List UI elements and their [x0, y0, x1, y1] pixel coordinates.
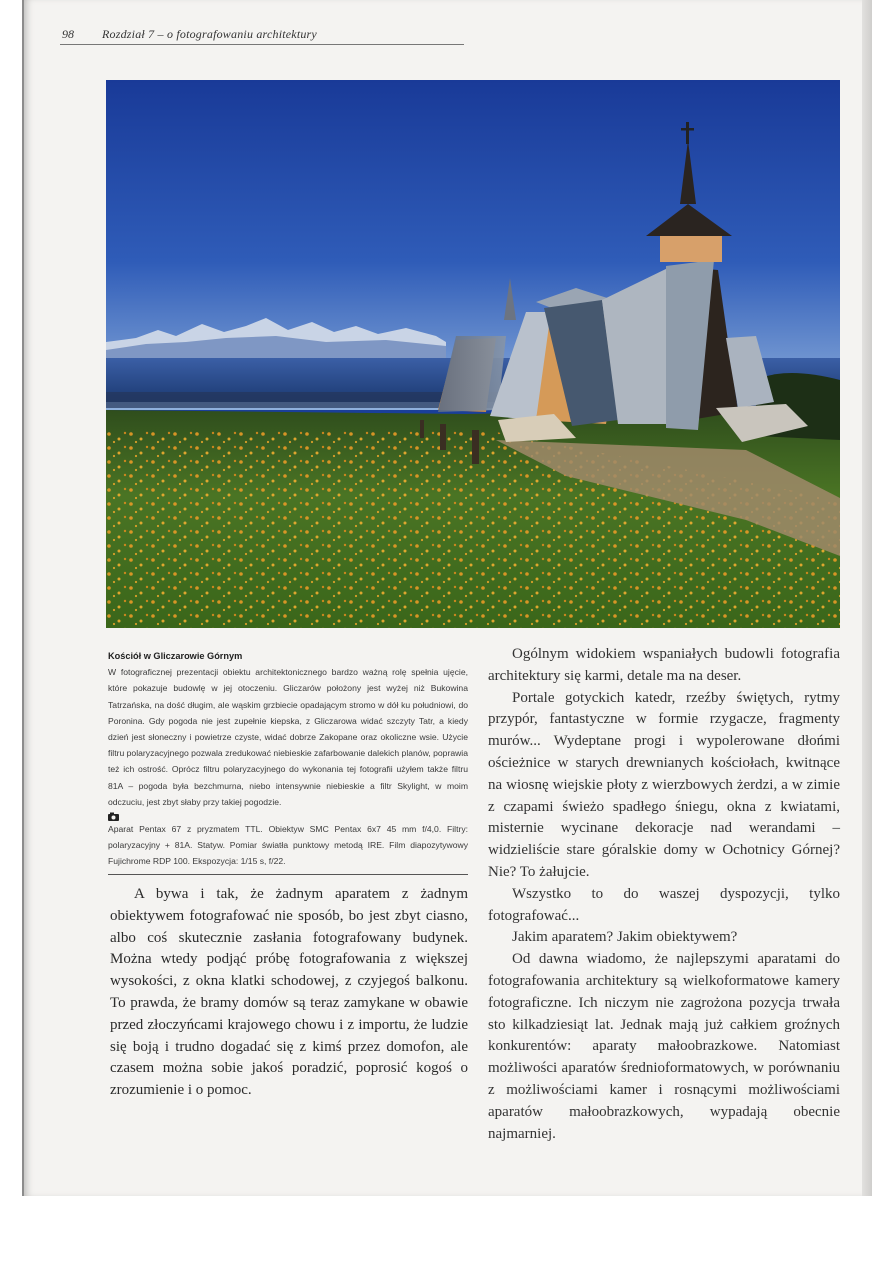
page-number: 98 [62, 27, 74, 41]
caption-tech: Aparat Pentax 67 z pryzmatem TTL. Obiektyw SMC Pentax 6x7 45 mm f/4,0. Filtry: polaryzacyjny + 81A. Statyw. Pomiar światła punktowy metodą IRE. Film diapozytywowy Fujichrome RDP 100. Ekspozycja: 1/15 s, f/22. [108, 824, 468, 867]
paragraph: Wszystko to do waszej dyspozycji, tylko fotografować... [488, 885, 840, 924]
caption-divider [108, 874, 468, 875]
paragraph: Od dawna wiadomo, że najlepszymi aparatami do fotografowania architektury są wielkoformatowe kamery fotograficzne. Ich niczym nie zagrożona pozycja trwała sto kilkadziesiąt lat. Jednak mają już całkiem groźnych konkurentów: aparaty małoobrazkowe. Natomiast możliwości aparatów średnioformatowych, w porównaniu z możliwościami kamer i rosnącymi możliwościami aparatów małoobrazkowych, wypadają obecnie najmarniej. [488, 951, 840, 1142]
left-column [110, 884, 468, 1102]
caption-title: Kościół w Gliczarowie Górnym [108, 651, 243, 661]
camera-icon [108, 812, 122, 821]
paragraph: Ogólnym widokiem wspaniałych budowli fotografia architektury się karmi, detale ma na deser. [488, 646, 840, 684]
paragraph: A bywa i tak, że żadnym aparatem z żadnym obiektywem fotografować nie sposób, bo jest zbyt ciasno, albo coś skutecznie zasłania fotografowany budynek. Można wtedy podjąć próbę fotografowania z większej wysokości, z okna klatki schodowej, z czyjegoś balkonu. To prawda, że bramy domów są teraz zamykane w obawie przed złoczyńcami krajowego chowu i z importu, że ludzie się boją i trudno dogadać się z kimś przez domofon, ale czasem można sobie jakoś poradzić, poprosić kogoś o zrozumienie i o pomoc. [110, 886, 468, 1099]
running-header [60, 26, 464, 45]
paragraph: Portale gotyckich katedr, rzeźby świętych, rytmy przypór, fantastyczne w formie rzygacze, fragmenty murów... Wydeptane progi i wypolerowane dłońmi ościeżnice w starych drewnianych kościołach, kwitnące na wiosnę wiejskie płoty z wierzbowych żerdzi, a w zimie z czapami świeżo spadłego śniegu, okna z kwiatami, misternie wycinane dekoracje nad werandami – widzieliście stare góralskie domy w Ochotnicy Górnej? Nie? To żałujcie. [488, 689, 840, 880]
church-photo [106, 80, 840, 628]
page-edge [862, 0, 872, 1196]
right-column [488, 644, 840, 1145]
photo-caption [108, 648, 468, 870]
paragraph: Jakim aparatem? Jakim obiektywem? [512, 929, 738, 946]
caption-text: W fotograficznej prezentacji obiektu architektonicznego bardzo ważną rolę spełnia ujęcie, które pokazuje budowlę w jej otoczeniu. Gliczarów położony jest wyżej niż Bukowina Tatrzańska, na dość długim, ale wąskim grzbiecie opadającym stromo w dół ku południowi, do Poronina. Gdy pogoda nie jest zupełnie kiepska, z Gliczarowa widać szczyty Tatr, a kiedy dzień jest słoneczny i powietrze czyste, widać dobrze Zakopane oraz okoliczne wsie. Użycie filtru polaryzacyjnego pozwala zredukować niebieskie zafarbowanie dalekich planów, poprawia też ich ostrość. Oprócz filtru polaryzacyjnego do wykonania tej fotografii użyłem także filtru 81A – pogoda była bezchmurna, niebo intensywnie niebieskie a filtr Skylight, w moim odczuciu, jest zbyt słaby przy takiej pogodzie. [108, 667, 468, 807]
chapter-title: Rozdział 7 – o fotografowaniu architektury [102, 27, 317, 41]
